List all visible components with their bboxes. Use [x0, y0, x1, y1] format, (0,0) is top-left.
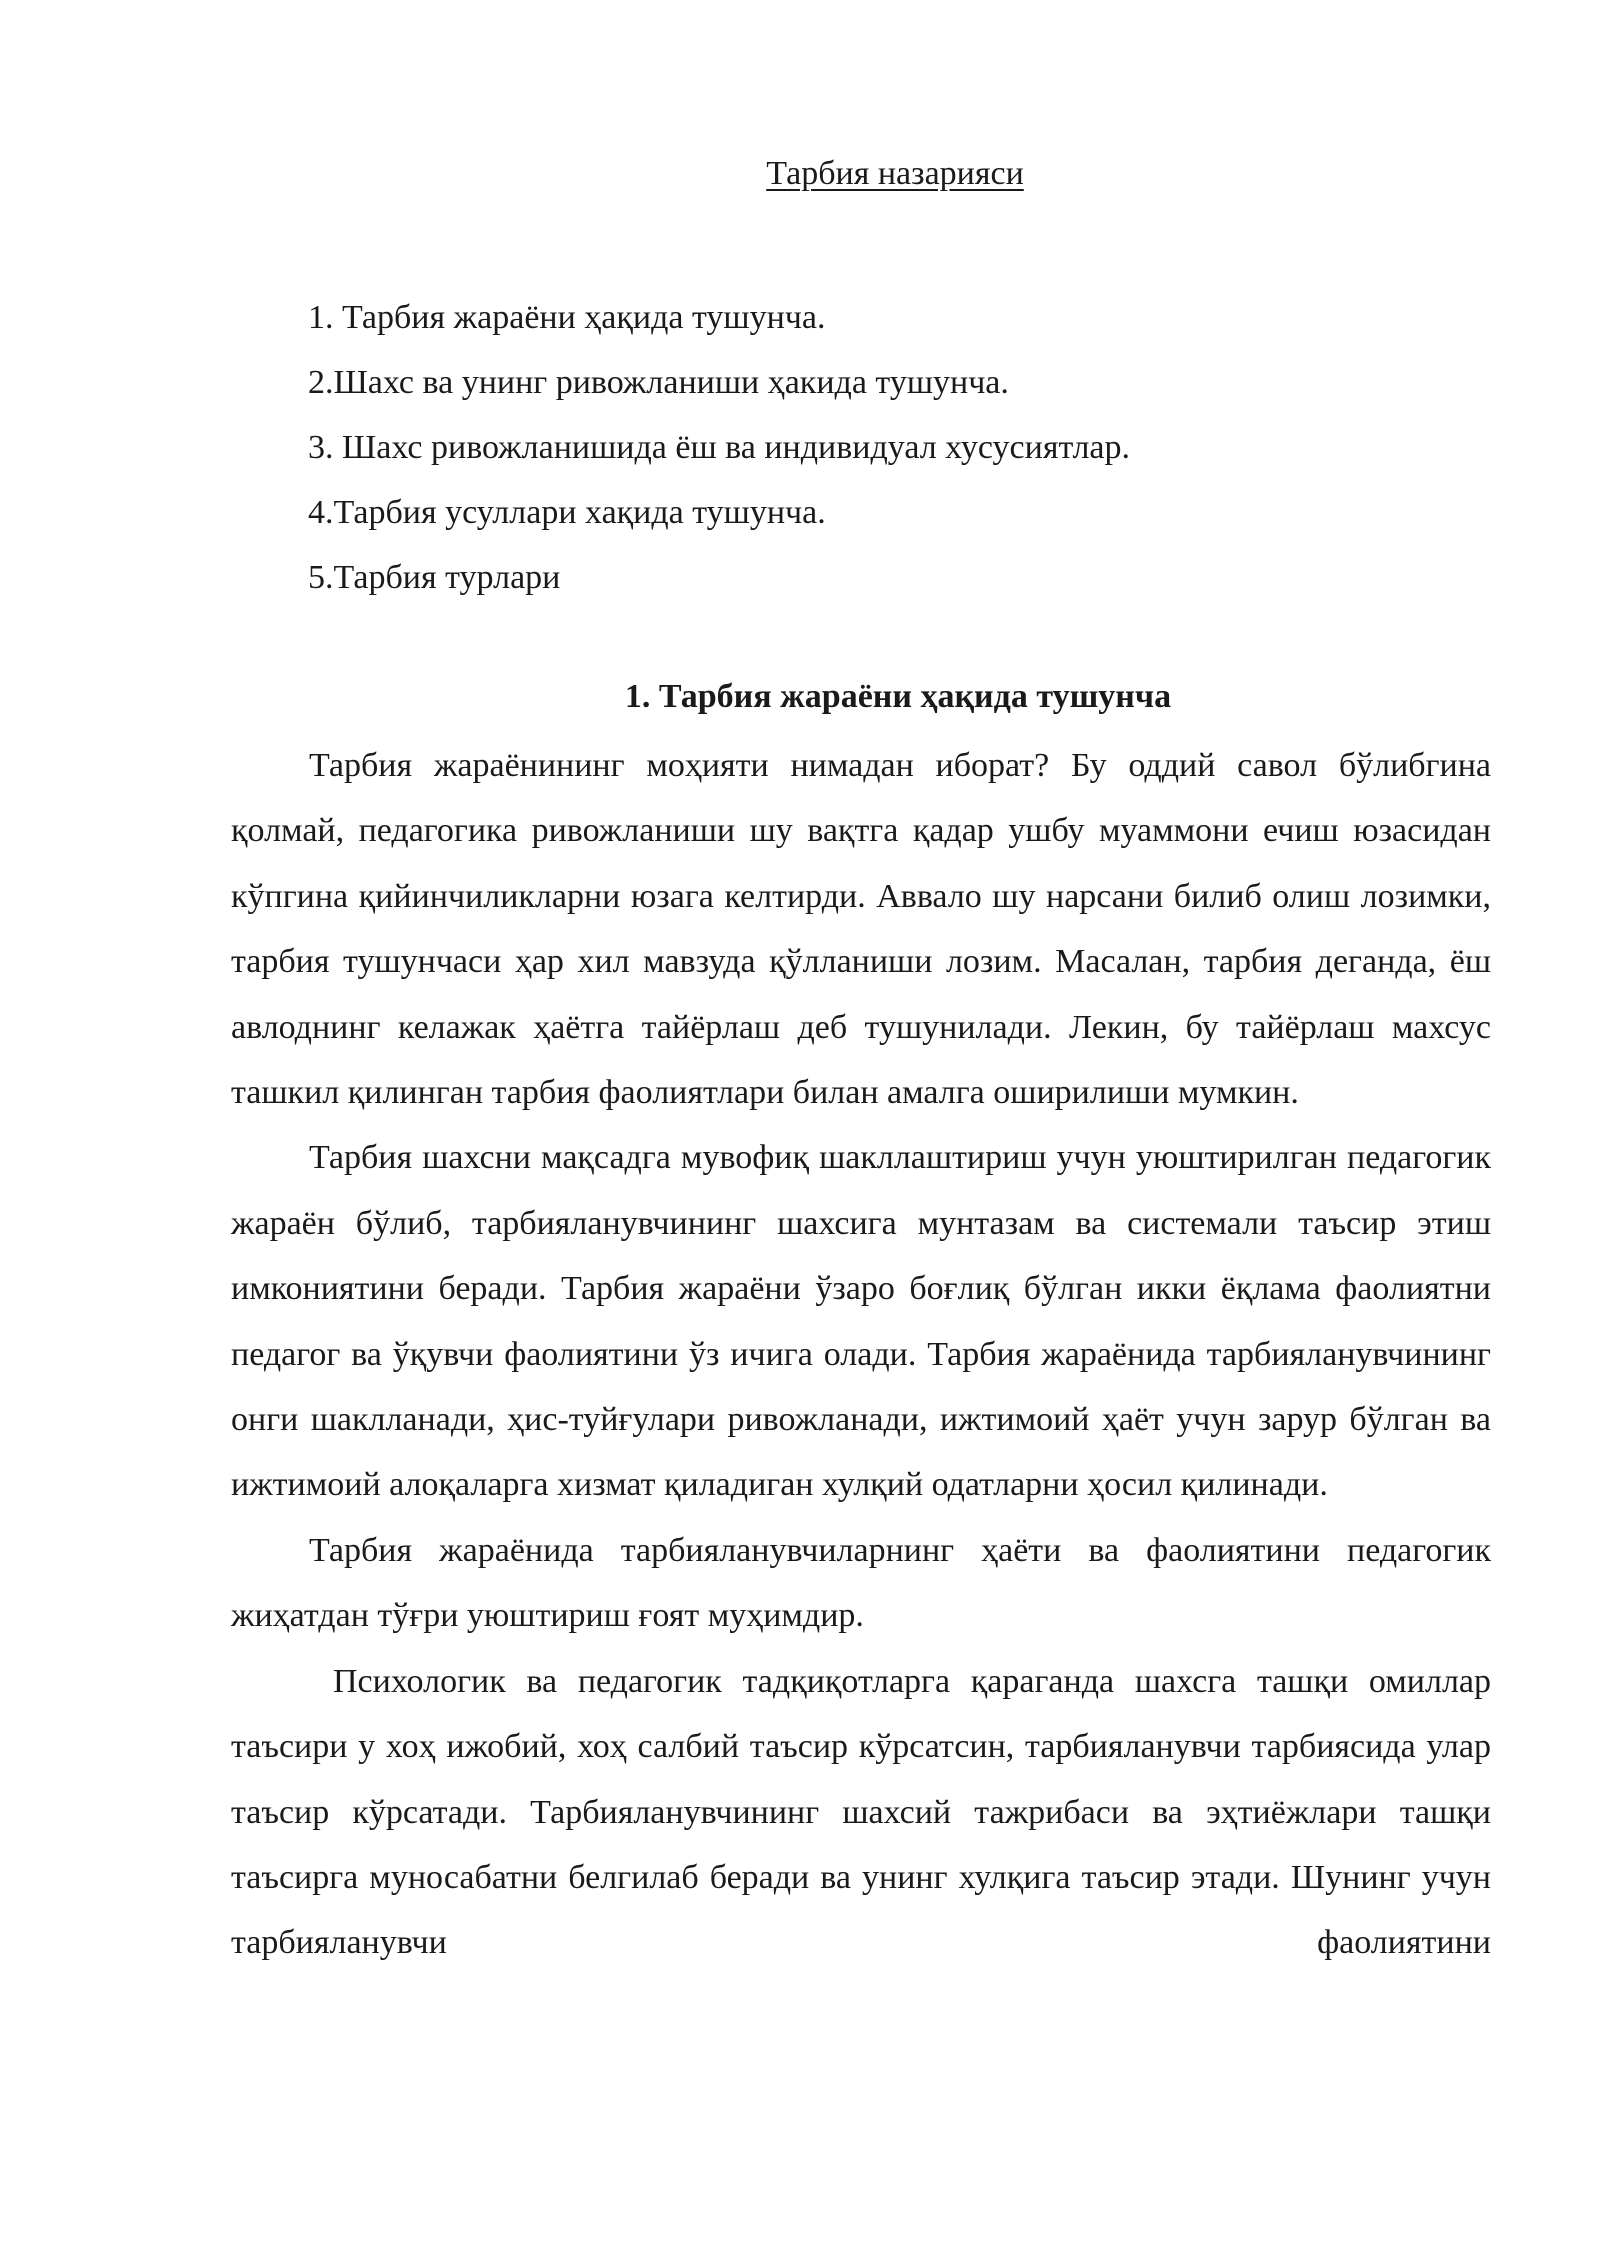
paragraph: Тарбия жараёнида тарбияланувчиларнинг ҳаёти ва фаолиятини педагогик жиҳатдан тўғри уюштириш ғоят муҳимдир.	[231, 1531, 1491, 1635]
outline-item: 4.Тарбия усуллари хақида тушунча.	[308, 494, 826, 531]
paragraph: Психологик ва педагогик тадқиқотларга қараганда шахсга ташқи омиллар таъсири у хоҳ ижобий, хоҳ салбий таъсир кўрсатсин, тарбияланувчи тарбиясида улар таъсир кўрсатади. Тарбияланувчининг шахсий тажрибаси ва эҳтиёжлари ташқи таъсирга муносабатни белгилаб беради ва унинг хулқига таъсир этади. Шунинг учун тарбияланувчи фаолиятини	[231, 1662, 1491, 1962]
document-title: Тарбия назарияси	[766, 155, 1024, 192]
outline-item: 5.Тарбия турлари	[308, 559, 561, 596]
outline-item: 2.Шахс ва унинг ривожланиши ҳакида тушунча.	[308, 364, 1009, 401]
outline-item: 3. Шахс ривожланишида ёш ва индивидуал хусусиятлар.	[308, 429, 1131, 466]
section-heading: 1. Тарбия жараёни ҳақида тушунча	[624, 678, 1172, 715]
paragraph: Тарбия шахсни мақсадга мувофиқ шакллаштириш учун уюштирилган педагогик жараён бўлиб, тарбияланувчининг шахсига мунтазам ва системали таъсир этиш имкониятини беради. Тарбия жараёни ўзаро боғлиқ бўлган икки ёқлама фаолиятни педагог ва ўқувчи фаолиятини ўз ичига олади. Тарбия жараёнида тарбияланувчининг онги шаклланади, ҳис-туйғулари ривожланади, ижтимоий ҳаёт учун зарур бўлган ва ижтимоий алоқаларга хизмат қиладиган хулқий одатларни ҳосил қилинади.	[231, 1139, 1491, 1504]
outline-item: 1. Тарбия жараёни ҳақида тушунча.	[308, 299, 826, 336]
topic-outline	[308, 285, 1508, 610]
paragraph: Тарбия жараёнининг моҳияти нимадан иборат? Бу оддий савол бўлибгина қолмай, педагогика ривожланиши шу вақтга қадар ушбу муаммони ечиш юзасидан кўпгина қийинчиликларни юзага келтирди. Аввало шу нарсани билиб олиш лозимки, тарбия тушунчаси ҳар хил мавзуда қўлланиши лозим. Масалан, тарбия деганда, ёш авлоднинг келажак ҳаётга тайёрлаш деб тушунилади. Лекин, бу тайёрлаш махсус ташкил қилинган тарбия фаолиятлари билан амалга оширилиши мумкин.	[231, 747, 1491, 1112]
section-body	[231, 733, 1491, 1976]
